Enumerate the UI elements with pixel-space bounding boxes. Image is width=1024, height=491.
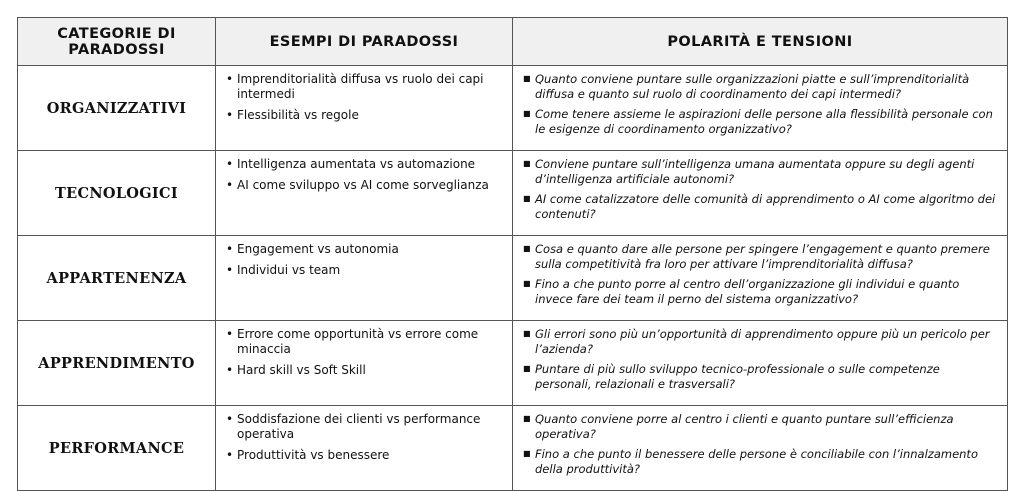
example-item: • Engagement vs autonomia — [226, 242, 504, 257]
example-item: • AI come sviluppo vs AI come sorveglianza — [226, 178, 504, 193]
polarities-cell — [513, 66, 1008, 151]
header-row — [18, 18, 1008, 66]
example-item: • Individui vs team — [226, 263, 504, 278]
category-cell: PERFORMANCE — [18, 406, 216, 491]
polarities-cell — [513, 236, 1008, 321]
table-row — [18, 321, 1008, 406]
example-item: • Soddisfazione dei clienti vs performance operativa — [226, 412, 504, 442]
table-row — [18, 236, 1008, 321]
example-item: • Flessibilità vs regole — [226, 108, 504, 123]
example-item: • Imprenditorialità diffusa vs ruolo dei capi intermedi — [226, 72, 504, 102]
polarity-item: ■ AI come catalizzatore delle comunità di apprendimento o AI come algoritmo dei contenuti? — [523, 192, 997, 221]
header-examples: ESEMPI DI PARADOSSI — [216, 18, 513, 66]
category-cell: TECNOLOGICI — [18, 151, 216, 236]
header-categories: CATEGORIE DI PARADOSSI — [18, 18, 216, 66]
examples-cell — [216, 321, 513, 406]
polarity-item: ■ Conviene puntare sull’intelligenza umana aumentata oppure su degli agenti d’intelligenza artificiale autonomi? — [523, 157, 997, 186]
example-item: • Produttività vs benessere — [226, 448, 504, 463]
table-row — [18, 406, 1008, 491]
example-item: • Errore come opportunità vs errore come minaccia — [226, 327, 504, 357]
polarities-cell — [513, 151, 1008, 236]
table-row — [18, 66, 1008, 151]
paradox-table — [17, 17, 1008, 491]
polarity-item: ■ Puntare di più sullo sviluppo tecnico-professionale o sulle competenze personali, relazionali e trasversali? — [523, 362, 997, 391]
examples-cell — [216, 406, 513, 491]
polarity-item: ■ Quanto conviene porre al centro i clienti e quanto puntare sull’efficienza operativa? — [523, 412, 997, 441]
category-cell: APPARTENENZA — [18, 236, 216, 321]
examples-cell — [216, 236, 513, 321]
polarities-cell — [513, 406, 1008, 491]
header-polarities: POLARITÀ E TENSIONI — [513, 18, 1008, 66]
category-cell: ORGANIZZATIVI — [18, 66, 216, 151]
table-row — [18, 151, 1008, 236]
example-item: • Hard skill vs Soft Skill — [226, 363, 504, 378]
polarities-cell — [513, 321, 1008, 406]
examples-cell — [216, 151, 513, 236]
polarity-item: ■ Fino a che punto porre al centro dell’organizzazione gli individui e quanto invece fare dei team il perno del sistema organizzativo? — [523, 277, 997, 306]
polarity-item: ■ Come tenere assieme le aspirazioni delle persone alla flessibilità personale con le esigenze di coordinamento organizzativo? — [523, 107, 997, 136]
example-item: • Intelligenza aumentata vs automazione — [226, 157, 504, 172]
polarity-item: ■ Fino a che punto il benessere delle persone è conciliabile con l’innalzamento della produttività? — [523, 447, 997, 476]
category-cell: APPRENDIMENTO — [18, 321, 216, 406]
examples-cell — [216, 66, 513, 151]
polarity-item: ■ Quanto conviene puntare sulle organizzazioni piatte e sull’imprenditorialità diffusa e quanto sul ruolo di coordinamento dei capi intermedi? — [523, 72, 997, 101]
polarity-item: ■ Cosa e quanto dare alle persone per spingere l’engagement e quanto premere sulla competitività fra loro per attivare l’imprenditorialità diffusa? — [523, 242, 997, 271]
polarity-item: ■ Gli errori sono più un’opportunità di apprendimento oppure più un pericolo per l’azienda? — [523, 327, 997, 356]
